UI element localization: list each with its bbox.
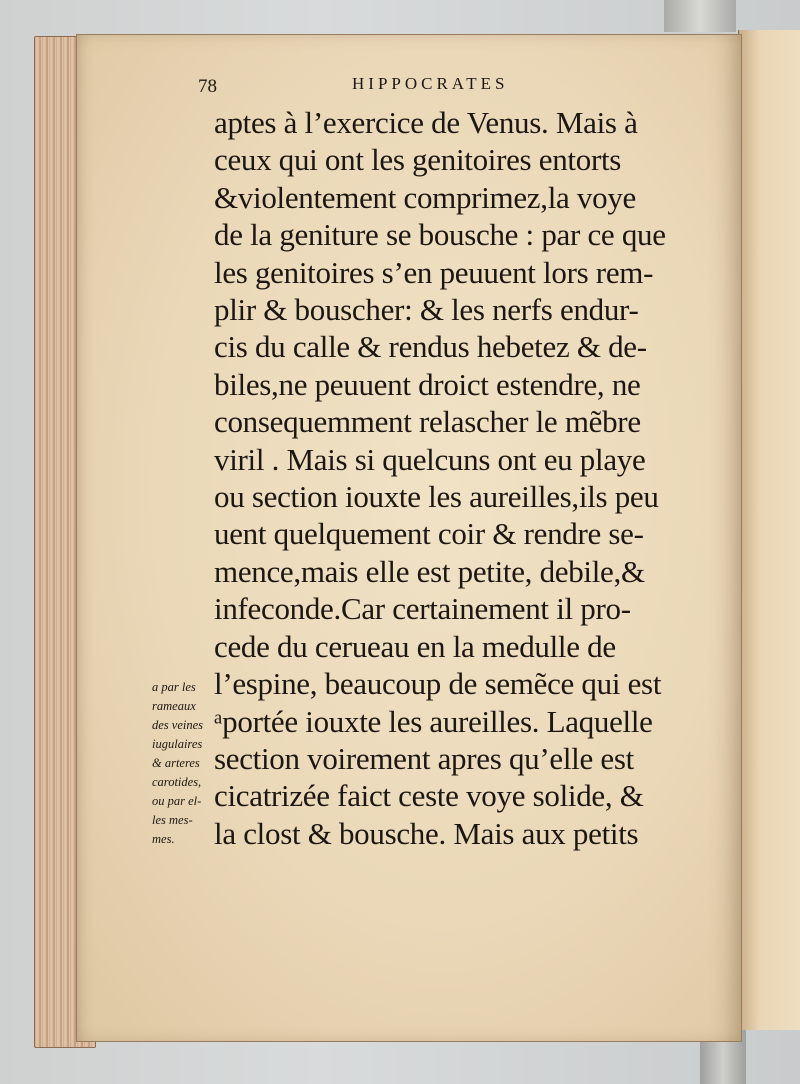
note-line: carotides, [152, 775, 202, 789]
text-line: section voirement apres qu’elle est [214, 740, 634, 776]
note-line: iugulaires [152, 737, 203, 751]
note-line: a par les [152, 680, 196, 694]
text-line: viril . Mais si quelcuns ont eu playe [214, 441, 646, 477]
running-head: HIPPOCRATES [352, 74, 509, 93]
note-line: rameaux [152, 699, 196, 713]
text-line: de la geniture se bousche : par ce que [214, 217, 666, 253]
text-line: ou section iouxte les aureilles,ils peu [214, 479, 659, 515]
text-line: plir & bouscher: & les nerfs endur- [214, 292, 639, 328]
body-text [214, 104, 684, 852]
text-line: la clost & bousche. Mais aux petits [214, 815, 639, 851]
text-line: cicatrizée faict ceste voye solide, & [214, 778, 644, 814]
text-line: biles,ne peuuent droict estendre, ne [214, 366, 641, 402]
text-line: consequemment relascher le mẽbre [214, 404, 641, 440]
text-line: les genitoires s’en peuuent lors rem- [214, 254, 654, 290]
marginal-note [152, 678, 232, 849]
note-line: mes. [152, 832, 175, 846]
text-line: aptes à l’exercice de Venus. Mais à [214, 105, 638, 140]
text-line: l’espine, beaucoup de semẽce qui est [214, 666, 662, 702]
note-line: des veines [152, 718, 204, 732]
facing-page-edge [738, 30, 800, 1030]
text-line: cede du cerueau en la medulle de [214, 628, 616, 664]
text-line: cis du calle & rendus hebetez & de- [214, 329, 647, 365]
note-line: ou par el- [152, 794, 202, 808]
note-line: & arteres [152, 756, 200, 770]
text-line: ᵃportée iouxte les aureilles. Laquelle [214, 703, 653, 739]
top-clip [664, 0, 736, 32]
text-line: infeconde.Car certainement il pro- [214, 591, 631, 627]
page-number: 78 [198, 76, 217, 97]
note-line: les mes- [152, 813, 193, 827]
text-line: &violentement comprimez,la voye [214, 179, 636, 215]
text-line: mence,mais elle est petite, debile,& [214, 553, 645, 589]
text-line: ceux qui ont les genitoires entorts [214, 142, 622, 178]
text-line: uent quelquement coir & rendre se- [214, 516, 644, 552]
